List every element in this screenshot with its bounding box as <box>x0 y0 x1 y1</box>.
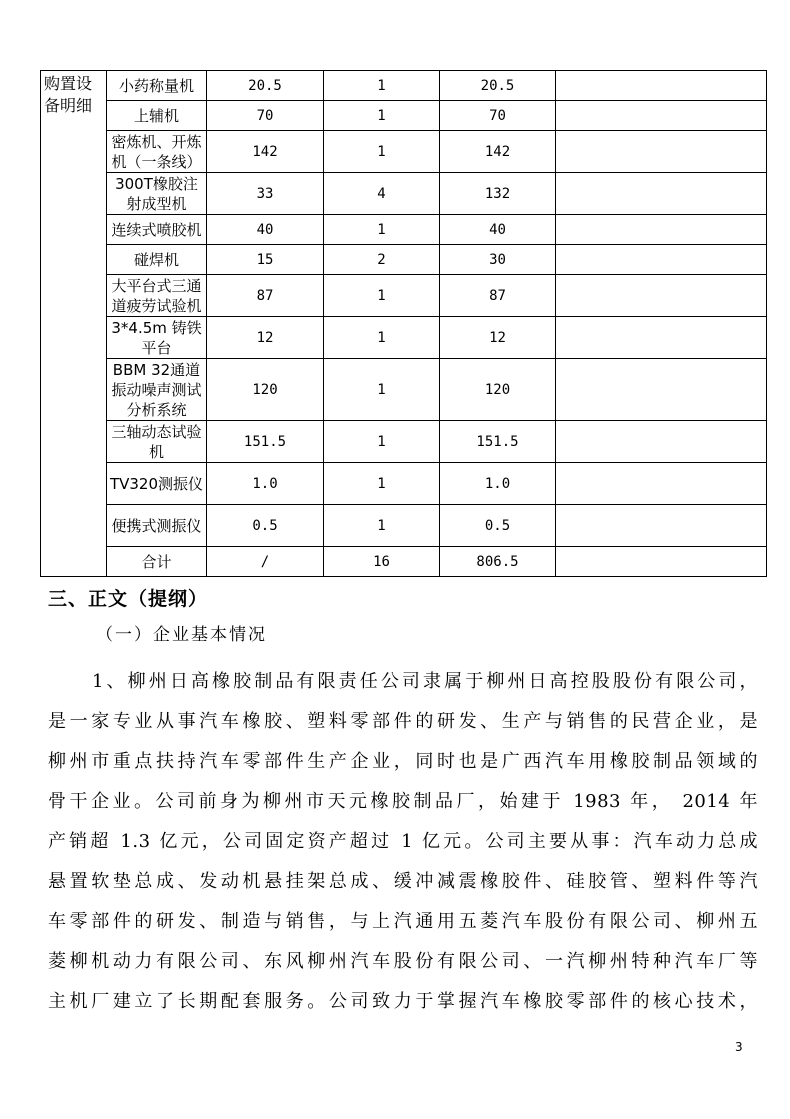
note-cell <box>556 547 767 577</box>
total-cell: 120 <box>440 359 556 421</box>
quantity-cell: 1 <box>324 317 440 359</box>
unit-price-cell: 33 <box>207 173 324 215</box>
table-row <box>41 421 767 463</box>
unit-price-cell: 1.0 <box>207 463 324 505</box>
paragraph-line: 车零部件的研发、制造与销售，与上汽通用五菱汽车股份有限公司、柳州五 <box>48 911 758 932</box>
note-cell <box>556 245 767 275</box>
paragraph-line: 是一家专业从事汽车橡胶、塑料零部件的研发、生产与销售的民营企业，是 <box>48 711 758 732</box>
note-cell <box>556 317 767 359</box>
equipment-name-cell: 300T橡胶注射成型机 <box>107 173 207 215</box>
equipment-name-cell: 连续式喷胶机 <box>107 215 207 245</box>
table-row <box>41 275 767 317</box>
quantity-cell: 1 <box>324 505 440 547</box>
equipment-name-cell: 密炼机、开炼机（一条线） <box>107 131 207 173</box>
unit-price-cell: 120 <box>207 359 324 421</box>
table-row <box>41 359 767 421</box>
equipment-name-cell: BBM 32通道振动噪声测试分析系统 <box>107 359 207 421</box>
total-cell: 806.5 <box>440 547 556 577</box>
unit-price-cell: 20.5 <box>207 71 324 101</box>
unit-price-cell: 142 <box>207 131 324 173</box>
section-heading: 三、正文（提纲） <box>48 588 209 610</box>
equipment-name-cell: 碰焊机 <box>107 245 207 275</box>
paragraph-line: 悬置软垫总成、发动机悬挂架总成、缓冲减震橡胶件、硅胶管、塑料件等汽 <box>48 871 758 892</box>
paragraph-line: 1、柳州日高橡胶制品有限责任公司隶属于柳州日高控股股份有限公司， <box>92 671 758 692</box>
quantity-cell: 2 <box>324 245 440 275</box>
body-paragraph <box>48 662 758 1022</box>
equipment-name-cell: 大平台式三通道疲劳试验机 <box>107 275 207 317</box>
equipment-name-cell: 小药称量机 <box>107 71 207 101</box>
paragraph-line: 菱柳机动力有限公司、东风柳州汽车股份有限公司、一汽柳州特种汽车厂等 <box>48 951 758 972</box>
note-cell <box>556 101 767 131</box>
equipment-name-cell: TV320测振仪 <box>107 463 207 505</box>
total-cell: 151.5 <box>440 421 556 463</box>
total-cell: 142 <box>440 131 556 173</box>
unit-price-cell: 0.5 <box>207 505 324 547</box>
quantity-cell: 1 <box>324 359 440 421</box>
category-cell: 购置设备明细 <box>41 71 107 577</box>
table-row <box>41 245 767 275</box>
total-cell: 40 <box>440 215 556 245</box>
equipment-table-body <box>41 71 767 577</box>
paragraph-line: 柳州市重点扶持汽车零部件生产企业，同时也是广西汽车用橡胶制品领域的 <box>48 751 758 772</box>
total-cell: 70 <box>440 101 556 131</box>
unit-price-cell: 151.5 <box>207 421 324 463</box>
table-row <box>41 101 767 131</box>
equipment-name-cell: 合计 <box>107 547 207 577</box>
unit-price-cell: 87 <box>207 275 324 317</box>
table-row <box>41 505 767 547</box>
note-cell <box>556 275 767 317</box>
note-cell <box>556 173 767 215</box>
paragraph-line: 骨干企业。公司前身为柳州市天元橡胶制品厂，始建于 1983 年， 2014 年 <box>48 791 758 812</box>
equipment-name-cell: 上辅机 <box>107 101 207 131</box>
table-row <box>41 215 767 245</box>
unit-price-cell: 70 <box>207 101 324 131</box>
table-row <box>41 547 767 577</box>
quantity-cell: 1 <box>324 131 440 173</box>
table-row <box>41 463 767 505</box>
quantity-cell: 1 <box>324 275 440 317</box>
total-cell: 30 <box>440 245 556 275</box>
total-cell: 132 <box>440 173 556 215</box>
unit-price-cell: / <box>207 547 324 577</box>
note-cell <box>556 463 767 505</box>
quantity-cell: 1 <box>324 421 440 463</box>
equipment-table <box>40 70 767 577</box>
quantity-cell: 1 <box>324 101 440 131</box>
note-cell <box>556 71 767 101</box>
equipment-name-cell: 三轴动态试验机 <box>107 421 207 463</box>
note-cell <box>556 215 767 245</box>
paragraph-line: 主机厂建立了长期配套服务。公司致力于掌握汽车橡胶零部件的核心技术， <box>48 991 758 1012</box>
note-cell <box>556 421 767 463</box>
note-cell <box>556 131 767 173</box>
subsection-heading: （一）企业基本情况 <box>96 625 267 645</box>
table-row <box>41 71 767 101</box>
note-cell <box>556 505 767 547</box>
equipment-name-cell: 便携式测振仪 <box>107 505 207 547</box>
table-row <box>41 173 767 215</box>
total-cell: 0.5 <box>440 505 556 547</box>
quantity-cell: 1 <box>324 463 440 505</box>
equipment-name-cell: 3*4.5m 铸铁平台 <box>107 317 207 359</box>
unit-price-cell: 12 <box>207 317 324 359</box>
unit-price-cell: 40 <box>207 215 324 245</box>
quantity-cell: 16 <box>324 547 440 577</box>
paragraph-line: 产销超 1.3 亿元，公司固定资产超过 1 亿元。公司主要从事：汽车动力总成 <box>48 831 758 852</box>
total-cell: 12 <box>440 317 556 359</box>
note-cell <box>556 359 767 421</box>
quantity-cell: 4 <box>324 173 440 215</box>
total-cell: 20.5 <box>440 71 556 101</box>
quantity-cell: 1 <box>324 215 440 245</box>
quantity-cell: 1 <box>324 71 440 101</box>
page-number: 3 <box>735 1040 743 1054</box>
total-cell: 87 <box>440 275 556 317</box>
table-row <box>41 131 767 173</box>
unit-price-cell: 15 <box>207 245 324 275</box>
table-row <box>41 317 767 359</box>
total-cell: 1.0 <box>440 463 556 505</box>
